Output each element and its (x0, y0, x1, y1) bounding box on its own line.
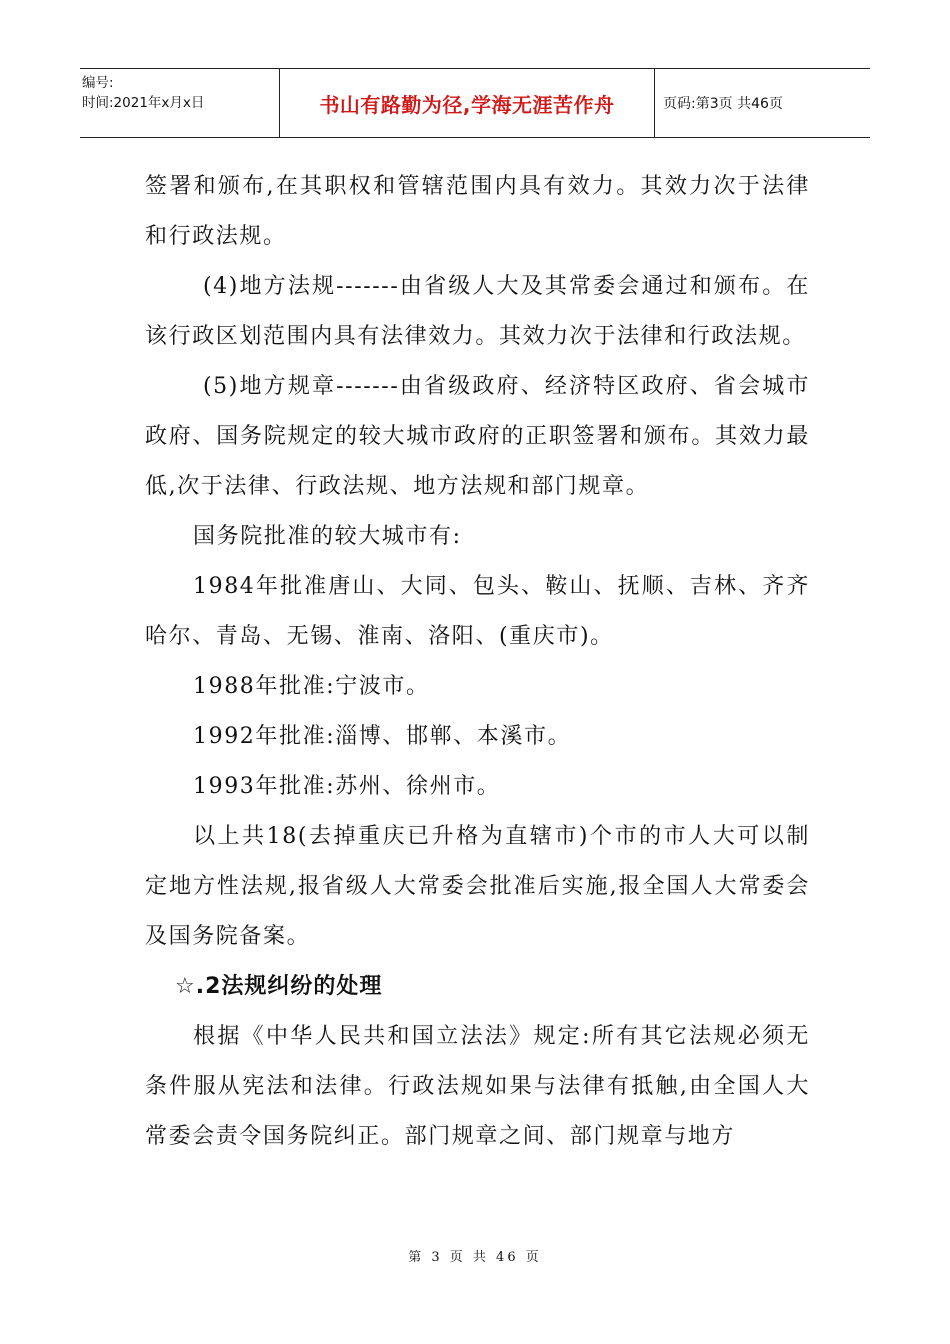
paragraph-1992: 1992年批准:淄博、邯郸、本溪市。 (193, 724, 572, 749)
paragraph-dispute-handling: 根据《中华人民共和国立法法》规定:所有其它法规必须无条件服从宪法和法律。行政法规如果与法律有抵触,由全国人大常委会责令国务院纠正。部门规章之间、部门规章与地方 (145, 1024, 810, 1149)
paragraph-local-regulations: (4)地方法规-------由省级人大及其常委会通过和颁布。在该行政区划范围内具有法律效力。其效力次于法律和行政法规。 (145, 274, 810, 349)
number-label: 编号: (82, 75, 114, 91)
header-page-info: 页码:第3页 共46页 (663, 96, 783, 112)
page-footer: 第 3 页 共 46 页 (408, 1250, 542, 1265)
date-label: 时间:2021年x月x日 (82, 95, 205, 111)
section-heading: ☆.2法规纠纷的处理 (175, 974, 383, 999)
paragraph-summary: 以上共18(去掉重庆已升格为直辖市)个市的市人大可以制定地方性法规,报省级人大常委会批准后实施,报全国人大常委会及国务院备案。 (145, 824, 810, 949)
paragraph-larger-cities-intro: 国务院批准的较大城市有: (193, 524, 462, 549)
paragraph-continuation: 签署和颁布,在其职权和管辖范围内具有效力。其效力次于法律和行政法规。 (145, 174, 810, 249)
paragraph-1988: 1988年批准:宁波市。 (193, 674, 430, 699)
header-motto: 书山有路勤为径,学海无涯苦作舟 (280, 69, 655, 137)
paragraph-1993: 1993年批准:苏州、徐州市。 (193, 774, 501, 799)
document-body (145, 162, 810, 1162)
paragraph-local-rules: (5)地方规章-------由省级政府、经济特区政府、省会城市政府、国务院规定的较大城市政府的正职签署和颁布。其效力最低,次于法律、行政法规、地方法规和部门规章。 (145, 374, 810, 499)
document-header (80, 68, 870, 138)
paragraph-1984: 1984年批准唐山、大同、包头、鞍山、抚顺、吉林、齐齐哈尔、青岛、无锡、淮南、洛阳、(重庆市)。 (145, 574, 810, 649)
header-meta (80, 69, 280, 137)
